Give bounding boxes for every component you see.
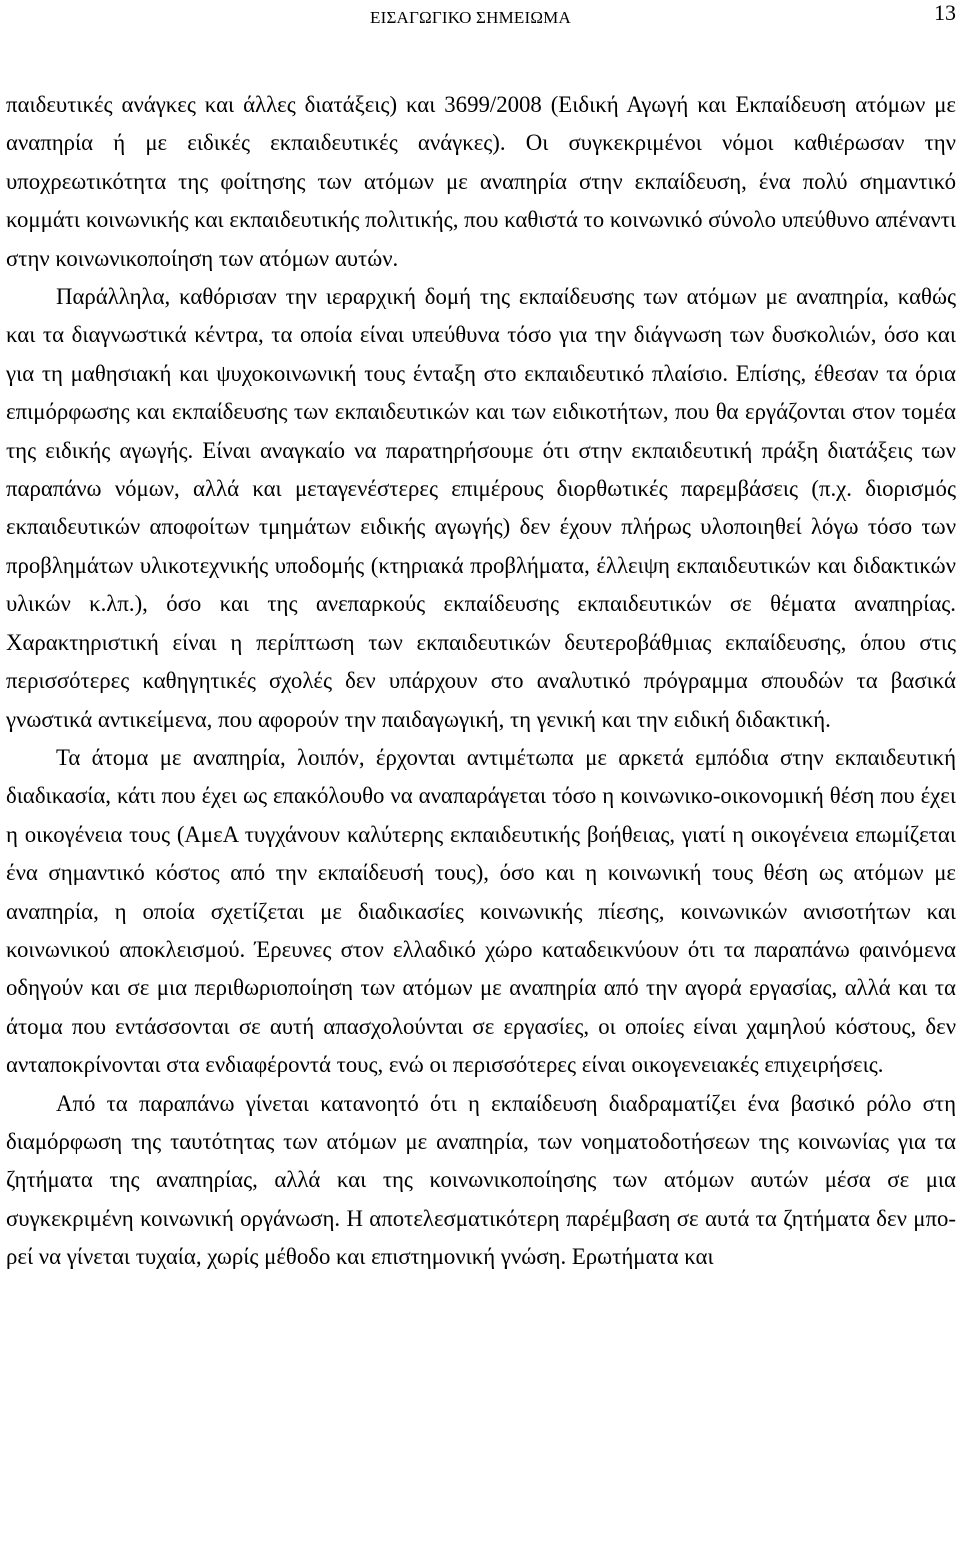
running-title: ΕΙΣΑΓΩΓΙΚΟ ΣΗΜΕΙΩΜΑ	[370, 8, 571, 27]
paragraph: Τα άτομα με αναπηρία, λοιπόν, έρχονται αντιμέτωπα με αρκετά εμπόδια στην εκπαιδευτική διαδικασία, κάτι που έχει ως επακόλουθο να αναπαράγεται τόσο η κοινωνικο-οικονομική θέση που έχει η οικογένεια τους (ΑμεΑ τυγχάνουν καλύτερης εκπαιδευτικής βοήθειας, γιατί η οικογένεια επωμίζεται ένα σημαντικό κόστος από την εκπαίδευσή τους), όσο και η κοινωνική τους θέση ως ατόμων με αναπηρία, η οποία σχετίζεται με διαδικασίες κοινωνικής πίεσης, κοινωνικών ανισοτήτων και κοινωνικού αποκλεισμού. Έρευνες στον ελλαδικό χώρο καταδεικνύουν ότι τα παραπάνω φαινόμενα οδηγούν και σε μια περιθωριοποίηση των ατόμων με αναπηρία από την αγορά εργασίας, αλλά και τα άτομα που εντάσσονται σε αυτή απασχολούνται σε εργασίες, οι οποίες είναι χαμηλού κόστους, δεν ανταποκρίνονται στα ενδιαφέροντά τους, ενώ οι περισσότερες είναι οικογενειακές επιχειρήσεις.	[6, 744, 956, 1078]
body-text	[6, 86, 956, 1277]
paragraph: Από τα παραπάνω γίνεται κατανοητό ότι η εκπαίδευση διαδραματίζει ένα βασικό ρόλο στη διαμόρφωση της ταυτότητας των ατόμων με αναπηρία, των νοηματοδοτήσεων της κοινωνίας για τα ζητήματα της αναπηρίας, αλλά και της κοινωνικοποίησης των ατόμων αυτών μέσα σε μια συγκεκριμένη κοινωνική οργάνωση. Η αποτελεσματικότερη παρέμβαση σε αυτά τα ζητήματα δεν μπορεί να γίνεται τυχαία, χωρίς μέθοδο και επιστημονική γνώση. Ερωτήματα και	[6, 1090, 956, 1270]
paragraph: Παράλληλα, καθόρισαν την ιεραρχική δομή της εκπαίδευσης των ατόμων με αναπηρία, καθώς και τα διαγνωστικά κέντρα, τα οποία είναι υπεύθυνα τόσο για την διάγνωση των δυσκολιών, όσο και για τη μαθησιακή και ψυχοκοινωνική τους ένταξη στο εκπαιδευτικό πλαίσιο. Επίσης, έθεσαν τα όρια επιμόρφωσης και εκπαίδευσης των εκπαιδευτικών και των ειδικοτήτων, που θα εργάζονται στον τομέα της ειδικής αγωγής. Είναι αναγκαίο να παρατηρήσουμε ότι στην εκπαιδευτική πράξη διατάξεις των παραπάνω νόμων, αλλά και μεταγενέστερες επιμέρους διορθωτικές παρεμβάσεις (π.χ. διορισμός εκπαιδευτικών αποφοίτων τμημάτων ειδικής αγωγής) δεν έχουν πλήρως υλοποιηθεί λόγω τόσο των προβλημάτων υλικοτεχνικής υποδομής (κτηριακά προβλήματα, έλλειψη εκπαιδευτικών και διδακτικών υλικών κ.λπ.), όσο και της ανεπαρκούς εκπαίδευσης εκπαιδευτικών σε θέματα αναπηρίας. Χαρακτηριστική είναι η περίπτωση των εκπαιδευτικών δευτεροβάθμιας εκπαίδευσης, όπου στις περισσότερες καθηγητικές σχολές δεν υπάρχουν στο αναλυτικό πρόγραμμα σπουδών τα βασικά γνωστικά αντικείμενα, που αφορούν την παιδαγωγική, τη γενική και την ειδική διδακτική.	[6, 284, 956, 732]
page-number: 13	[934, 0, 956, 25]
paragraph-continued: παιδευτικές ανάγκες και άλλες διατάξεις) και 3699/2008 (Ειδική Αγωγή και Εκπαίδευση ατόμων με αναπηρία ή με ειδικές εκπαιδευτικές ανάγκες). Οι συγκεκριμένοι νόμοι καθιέρωσαν την υποχρεωτικότητα της φοίτησης των ατόμων με αναπηρία στην εκπαίδευση, ένα πολύ σημαντικό κομμάτι κοινωνικής και εκπαιδευτικής πολιτικής, που καθιστά το κοινωνικό σύνολο υπεύθυνο απέναντι στην κοινωνικοποίηση των ατόμων αυτών.	[6, 92, 956, 271]
document-page	[6, 0, 956, 1277]
running-header	[6, 0, 956, 58]
